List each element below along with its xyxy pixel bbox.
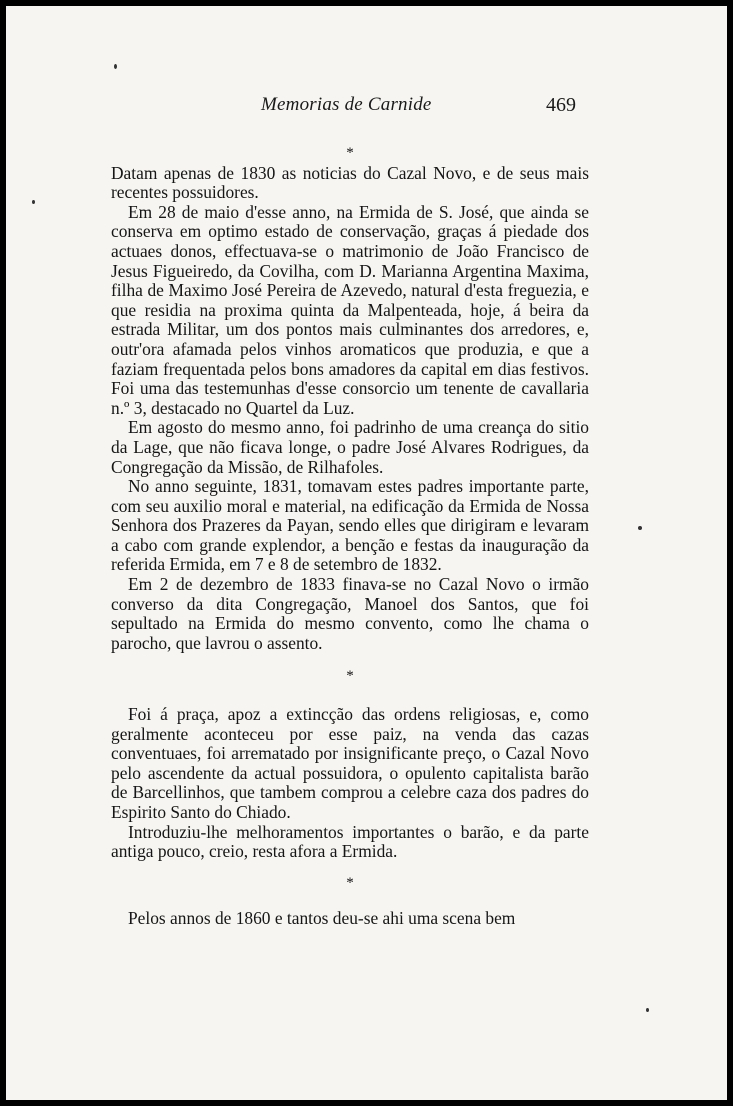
scan-speck	[32, 200, 35, 204]
paragraph-5: Em 2 de dezembro de 1833 finava-se no Cazal Novo o irmão converso da dita Congregação, Manoel dos Santos, que foi sepultado na Ermida do mesmo convento, como lhe chama o parocho, que lavrou o assento.	[111, 574, 589, 653]
section-separator: *	[346, 145, 354, 161]
paragraph-3: Em agosto do mesmo anno, foi padrinho de uma creança do sitio da Lage, que não ficava longe, o padre José Alvares Rodrigues, da Congregação da Missão, de Rilhafoles.	[111, 417, 589, 477]
page-number: 469	[546, 94, 576, 116]
paragraph-4: No anno seguinte, 1831, tomavam estes padres importante parte, com seu auxilio moral e material, na edificação da Ermida de Nossa Senhora dos Prazeres da Payan, sendo elles que dirigiram e levaram a cabo com grande explendor, a benção e festas da inauguração da referida Ermida, em 7 e 8 de setembro de 1832.	[111, 476, 589, 575]
section-separator: *	[346, 874, 354, 891]
paragraph-8: Pelos annos de 1860 e tantos deu-se ahi uma scena bem	[128, 908, 516, 929]
page-header	[6, 94, 727, 124]
section-separator: *	[346, 668, 354, 685]
running-title: Memorias de Carnide	[261, 94, 432, 115]
paragraph-2: Em 28 de maio d'esse anno, na Ermida de S. José, que ainda se conserva em optimo estado de conservação, graças á piedade dos actuaes donos, effectuava-se o matrimonio de João Francisco de Jesus Figueiredo, da Covilha, com D. Marianna Argentina Maxima, filha de Maximo José Pereira de Azevedo, natural d'esta freguezia, e que residia na proxima quinta da Malpenteada, hoje, á beira da estrada Militar, um dos pontos mais culminantes dos arredores, e, outr'ora afamada pelos vinhos aromaticos que produzia, e que a faziam frequentada pelos bons amadores da capital em dias festivos. Foi uma das testemunhas d'esse consorcio um tenente de cavallaria n.º 3, destacado no Quartel da Luz.	[111, 201, 589, 418]
paragraph-1: Datam apenas de 1830 as noticias do Cazal Novo, e de seus mais recentes possuidores.	[111, 162, 589, 203]
scan-speck	[638, 526, 642, 530]
scan-speck	[646, 1008, 649, 1012]
paragraph-6: Foi á praça, apoz a extincção das ordens religiosas, e, como geralmente aconteceu por esse paiz, na venda das cazas conventuaes, foi arrematado por insignificante preço, o Cazal Novo pelo ascendente da actual possuidora, o opulento capitalista barão de Barcellinhos, que tambem comprou a celebre caza dos padres do Espirito Santo do Chiado.	[111, 704, 589, 822]
body-text	[111, 144, 589, 929]
book-page	[6, 6, 727, 1100]
paragraph-7: Introduziu-lhe melhoramentos importantes o barão, e da parte antiga pouco, creio, resta afora a Ermida.	[111, 821, 589, 862]
scan-speck	[114, 64, 117, 69]
